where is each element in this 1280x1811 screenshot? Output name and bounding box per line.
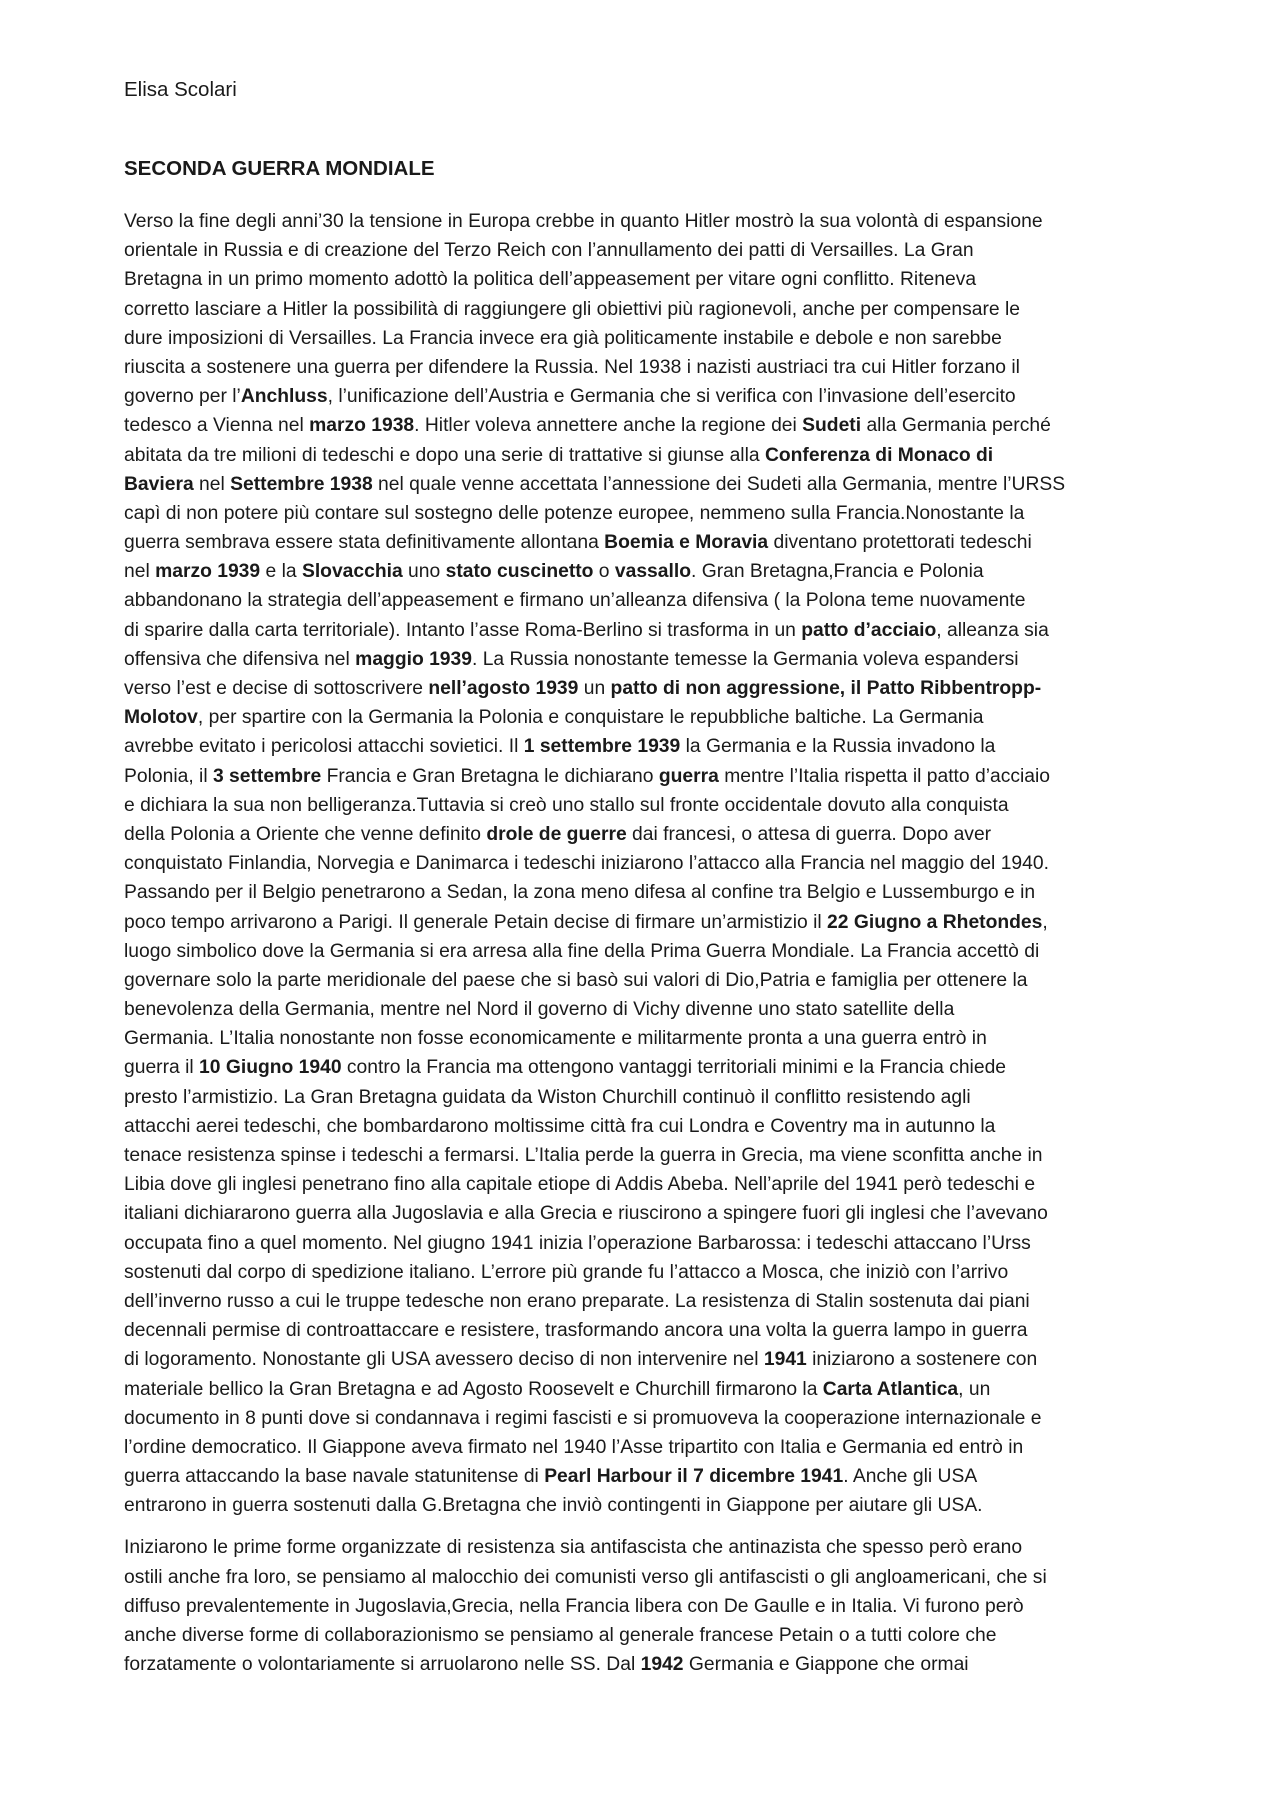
text-run: guerra sembrava essere stata definitivamente allontana bbox=[124, 532, 605, 554]
text-run: Germania. L’Italia nonostante non fosse economicamente e militarmente pronta a una guerra entrò in bbox=[124, 1028, 987, 1050]
bold-text: Conferenza di Monaco di bbox=[764, 444, 994, 466]
bold-text: stato cuscinetto bbox=[445, 561, 594, 583]
text-run: Passando per il Belgio penetrarono a Sedan, la zona meno difesa al confine tra Belgio e Lussemburgo e in bbox=[124, 882, 1036, 904]
text-line bbox=[124, 703, 1172, 732]
text-line bbox=[124, 908, 1172, 937]
text-run: , per spartire con la Germania la Polonia e conquistare le repubbliche baltiche. La Germania bbox=[197, 707, 984, 729]
text-run: Verso la fine degli anni’30 la tensione in Europa crebbe in quanto Hitler mostrò la sua volontà di espansione bbox=[124, 211, 1043, 232]
bold-text: patto di non aggressione, il Patto Ribbentropp- bbox=[610, 678, 1042, 699]
text-line bbox=[124, 1199, 1172, 1228]
text-line bbox=[124, 732, 1172, 761]
text-line bbox=[124, 1375, 1172, 1404]
text-run: benevolenza della Germania, mentre nel Nord il governo di Vichy divenne uno stato satellite della bbox=[124, 999, 955, 1021]
text-line bbox=[124, 1229, 1172, 1258]
document-body bbox=[124, 207, 1172, 1679]
bold-text: Molotov bbox=[124, 707, 198, 729]
text-run: avrebbe evitato i pericolosi attacchi sovietici. Il bbox=[124, 736, 524, 758]
text-run: Iniziarono le prime forme organizzate di resistenza sia antifascista che antinazista che spesso però erano bbox=[124, 1537, 1023, 1559]
text-run: . La Russia nonostante temesse la Germania voleva espandersi bbox=[471, 648, 1019, 670]
text-line bbox=[124, 762, 1172, 791]
text-line bbox=[124, 674, 1172, 703]
text-line bbox=[124, 1433, 1172, 1462]
text-run: poco tempo arrivarono a Parigi. Il generale Petain decise di firmare un’armistizio il bbox=[124, 911, 828, 933]
text-run: anche diverse forme di collaborazionismo se pensiamo al generale francese Petain o a tutti colore che bbox=[124, 1625, 997, 1646]
text-run: iniziarono a sostenere con bbox=[806, 1349, 1038, 1371]
text-run: e dichiara la sua non belligeranza.Tuttavia si creò uno stallo sul fronte occidentale dovuto alla conquista bbox=[124, 794, 1009, 816]
text-run: attacchi aerei tedeschi, che bombardarono moltissime città fra cui Londra e Coventry ma in autunno la bbox=[124, 1115, 996, 1137]
bold-text: 10 Giugno 1940 bbox=[199, 1057, 342, 1079]
text-run: Bretagna in un primo momento adottò la politica dell’appeasement per vitare ogni conflitto. Riteneva bbox=[124, 269, 977, 291]
text-line bbox=[124, 791, 1172, 820]
text-run: . Hitler voleva annettere anche la regione dei bbox=[414, 415, 803, 437]
bold-text: 3 settembre bbox=[212, 765, 322, 787]
text-run: un bbox=[578, 678, 611, 699]
text-run: , l’unificazione dell’Austria e Germania che si verifica con l’invasione dell’esercito bbox=[327, 386, 1016, 408]
bold-text: marzo 1938 bbox=[309, 415, 415, 437]
bold-text: nell’agosto 1939 bbox=[428, 678, 579, 699]
text-line bbox=[124, 1170, 1172, 1199]
text-run: nel bbox=[193, 473, 231, 495]
bold-text: Settembre 1938 bbox=[230, 473, 373, 495]
text-line bbox=[124, 820, 1172, 849]
text-run: sostenuti dal corpo di spedizione italiano. L’errore più grande fu l’attacco a Mosca, che iniziò con l’arrivo bbox=[124, 1261, 1009, 1283]
text-run: mentre l’Italia rispetta il patto d’acciaio bbox=[718, 765, 1051, 787]
text-line bbox=[124, 557, 1172, 586]
bold-text: drole de guerre bbox=[486, 823, 627, 845]
text-run: , bbox=[1042, 911, 1048, 933]
text-line bbox=[124, 382, 1172, 411]
bold-text: 22 Giugno a Rhetondes bbox=[827, 911, 1043, 933]
text-run: Polonia, il bbox=[124, 765, 213, 787]
text-line bbox=[124, 1141, 1172, 1170]
text-line bbox=[124, 324, 1172, 353]
text-line bbox=[124, 1053, 1172, 1082]
text-line bbox=[124, 1404, 1172, 1433]
text-run: abitata da tre milioni di tedeschi e dopo una serie di trattative si giunse alla bbox=[124, 444, 765, 466]
text-line bbox=[124, 1563, 1172, 1592]
text-run: ostili anche fra loro, se pensiamo al malocchio dei comunisti verso gli antifascisti o gli angloamericani, che si bbox=[124, 1566, 1047, 1588]
text-line bbox=[124, 295, 1172, 324]
text-run: , alleanza sia bbox=[936, 619, 1049, 641]
text-run: governo per l’ bbox=[124, 386, 241, 408]
text-run: decennali permise di controattaccare e resistere, trasformando ancora una volta la guerra lampo in guerra bbox=[124, 1320, 1028, 1342]
bold-text: 1 settembre 1939 bbox=[523, 736, 681, 758]
bold-text: Baviera bbox=[124, 473, 194, 495]
text-line bbox=[124, 1112, 1172, 1141]
text-run: presto l’armistizio. La Gran Bretagna guidata da Wiston Churchill continuò il conflitto resistendo agli bbox=[124, 1086, 971, 1108]
text-run: o bbox=[593, 561, 615, 583]
text-run: della Polonia a Oriente che venne definito bbox=[124, 823, 487, 845]
text-line bbox=[124, 1650, 1172, 1679]
text-run: tenace resistenza spinse i tedeschi a fermarsi. L’Italia perde la guerra in Grecia, ma viene sconfitta anche in bbox=[124, 1145, 1043, 1166]
text-line bbox=[124, 207, 1172, 236]
bold-text: Boemia e Moravia bbox=[604, 532, 769, 554]
document-title: SECONDA GUERRA MONDIALE bbox=[124, 157, 435, 180]
text-run: abbandonano la strategia dell’appeasement e firmano un’alleanza difensiva ( la Polona teme nuovamente bbox=[124, 590, 1026, 612]
text-run: offensiva che difensiva nel bbox=[124, 648, 356, 670]
text-run: guerra attaccando la base navale statunitense di bbox=[124, 1466, 545, 1488]
text-line bbox=[124, 1462, 1172, 1491]
text-run: Francia e Gran Bretagna le dichiarano bbox=[321, 765, 659, 787]
text-run: documento in 8 punti dove si condannava i regimi fascisti e si promuoveva la cooperazione internazionale e bbox=[124, 1407, 1042, 1429]
author-name: Elisa Scolari bbox=[124, 78, 237, 101]
text-run: occupata fino a quel momento. Nel giugno 1941 inizia l’operazione Barbarossa: i tedeschi attaccano l’Urss bbox=[124, 1232, 1031, 1254]
text-run: di logoramento. Nonostante gli USA avessero deciso di non intervenire nel bbox=[124, 1349, 764, 1371]
bold-text: Slovacchia bbox=[301, 561, 403, 583]
text-line bbox=[124, 1491, 1172, 1520]
bold-text: guerra bbox=[658, 765, 719, 787]
bold-text: Anchluss bbox=[240, 386, 328, 408]
text-run: di sparire dalla carta territoriale). Intanto l’asse Roma-Berlino si trasforma in un bbox=[124, 619, 802, 641]
text-run: tedesco a Vienna nel bbox=[124, 415, 310, 437]
text-line bbox=[124, 1345, 1172, 1374]
text-run: corretto lasciare a Hitler la possibilità di raggiungere gli obiettivi più ragionevoli, anche per compensare le bbox=[124, 298, 1020, 320]
text-line bbox=[124, 1287, 1172, 1316]
text-run: Libia dove gli inglesi penetrano fino alla capitale etiope di Addis Abeba. Nell’aprile del 1941 però tedeschi e bbox=[124, 1174, 1036, 1196]
text-run: dai francesi, o attesa di guerra. Dopo aver bbox=[626, 823, 992, 845]
text-run: diventano protettorati tedeschi bbox=[768, 532, 1032, 554]
text-line bbox=[124, 441, 1172, 470]
text-line bbox=[124, 528, 1172, 557]
bold-text: marzo 1939 bbox=[155, 561, 261, 583]
text-run: governare solo la parte meridionale del paese che si basò sui valori di Dio,Patria e famiglia per ottenere la bbox=[124, 969, 1028, 991]
bold-text: maggio 1939 bbox=[355, 648, 472, 670]
text-run: guerra il bbox=[124, 1057, 200, 1079]
text-line bbox=[124, 236, 1172, 265]
text-run: e la bbox=[260, 561, 302, 583]
text-run: l’ordine democratico. Il Giappone aveva firmato nel 1940 l’Asse tripartito con Italia e Germania ed entrò in bbox=[124, 1436, 1024, 1458]
text-run: la Germania e la Russia invadono la bbox=[680, 736, 996, 758]
text-line bbox=[124, 499, 1172, 528]
text-run: forzatamente o volontariamente si arruolarono nelle SS. Dal bbox=[124, 1654, 641, 1676]
text-run: conquistato Finlandia, Norvegia e Danimarca i tedeschi iniziarono l’attacco alla Francia nel maggio del 1940. bbox=[124, 853, 1049, 875]
text-line bbox=[124, 1592, 1172, 1621]
text-run: . Gran Bretagna,Francia e Polonia bbox=[691, 561, 984, 583]
text-line bbox=[124, 265, 1172, 294]
text-run: diffuso prevalentemente in Jugoslavia,Grecia, nella Francia libera con De Gaulle e in Italia. Vi furono però bbox=[124, 1595, 1024, 1617]
text-line bbox=[124, 353, 1172, 382]
bold-text: patto d’acciaio bbox=[801, 619, 937, 641]
bold-text: 1941 bbox=[763, 1349, 807, 1371]
text-run: orientale in Russia e di creazione del Terzo Reich con l’annullamento dei patti di Versailles. La Gran bbox=[124, 240, 974, 262]
paragraph bbox=[124, 207, 1172, 1520]
text-line bbox=[124, 966, 1172, 995]
text-run: dure imposizioni di Versailles. La Francia invece era già politicamente instabile e debole e non sarebbe bbox=[124, 327, 1002, 349]
text-line bbox=[124, 616, 1172, 645]
text-line bbox=[124, 645, 1172, 674]
text-line bbox=[124, 1533, 1172, 1562]
text-run: entrarono in guerra sostenuti dalla G.Bretagna che inviò contingenti in Giappone per aiutare gli USA. bbox=[124, 1495, 983, 1517]
text-run: italiani dichiararono guerra alla Jugoslavia e alla Grecia e riuscirono a spingere fuori gli inglesi che l’avevano bbox=[124, 1203, 1048, 1225]
bold-text: vassallo bbox=[614, 561, 691, 583]
text-line bbox=[124, 878, 1172, 907]
text-run: nel quale venne accettata l’annessione dei Sudeti alla Germania, mentre l’URSS bbox=[372, 473, 1066, 495]
text-run: nel bbox=[124, 561, 156, 583]
text-run: verso l’est e decise di sottoscrivere bbox=[124, 678, 429, 699]
bold-text: Sudeti bbox=[802, 415, 862, 437]
text-run: capì di non potere più contare sul sostegno delle potenze europee, nemmeno sulla Francia.Nonostante la bbox=[124, 502, 1025, 524]
text-line bbox=[124, 1621, 1172, 1650]
bold-text: 1942 bbox=[640, 1654, 684, 1676]
text-run: alla Germania perché bbox=[861, 415, 1051, 437]
text-line bbox=[124, 470, 1172, 499]
bold-text: Pearl Harbour il 7 dicembre 1941 bbox=[544, 1466, 844, 1488]
text-line bbox=[124, 937, 1172, 966]
text-run: contro la Francia ma ottengono vantaggi territoriali minimi e la Francia chiede bbox=[341, 1057, 1007, 1079]
text-line bbox=[124, 1258, 1172, 1287]
text-line bbox=[124, 995, 1172, 1024]
text-line bbox=[124, 411, 1172, 440]
paragraph bbox=[124, 1533, 1172, 1679]
text-line bbox=[124, 1316, 1172, 1345]
text-line bbox=[124, 1024, 1172, 1053]
text-run: , un bbox=[958, 1378, 991, 1400]
bold-text: Carta Atlantica bbox=[822, 1378, 959, 1400]
text-run: riuscita a sostenere una guerra per difendere la Russia. Nel 1938 i nazisti austriaci tra cui Hitler forzano il bbox=[124, 356, 1020, 378]
text-run: . Anche gli USA bbox=[843, 1466, 978, 1488]
text-line bbox=[124, 586, 1172, 615]
text-line bbox=[124, 1083, 1172, 1112]
text-run: Germania e Giappone che ormai bbox=[683, 1654, 969, 1676]
text-line bbox=[124, 849, 1172, 878]
text-run: luogo simbolico dove la Germania si era arresa alla fine della Prima Guerra Mondiale. La Francia accettò di bbox=[124, 940, 1040, 962]
text-run: materiale bellico la Gran Bretagna e ad Agosto Roosevelt e Churchill firmarono la bbox=[124, 1378, 823, 1400]
text-run: dell’inverno russo a cui le truppe tedesche non erano preparate. La resistenza di Stalin sostenuta dai piani bbox=[124, 1290, 1030, 1312]
text-run: uno bbox=[402, 561, 446, 583]
paragraph-gap bbox=[124, 1520, 1172, 1533]
